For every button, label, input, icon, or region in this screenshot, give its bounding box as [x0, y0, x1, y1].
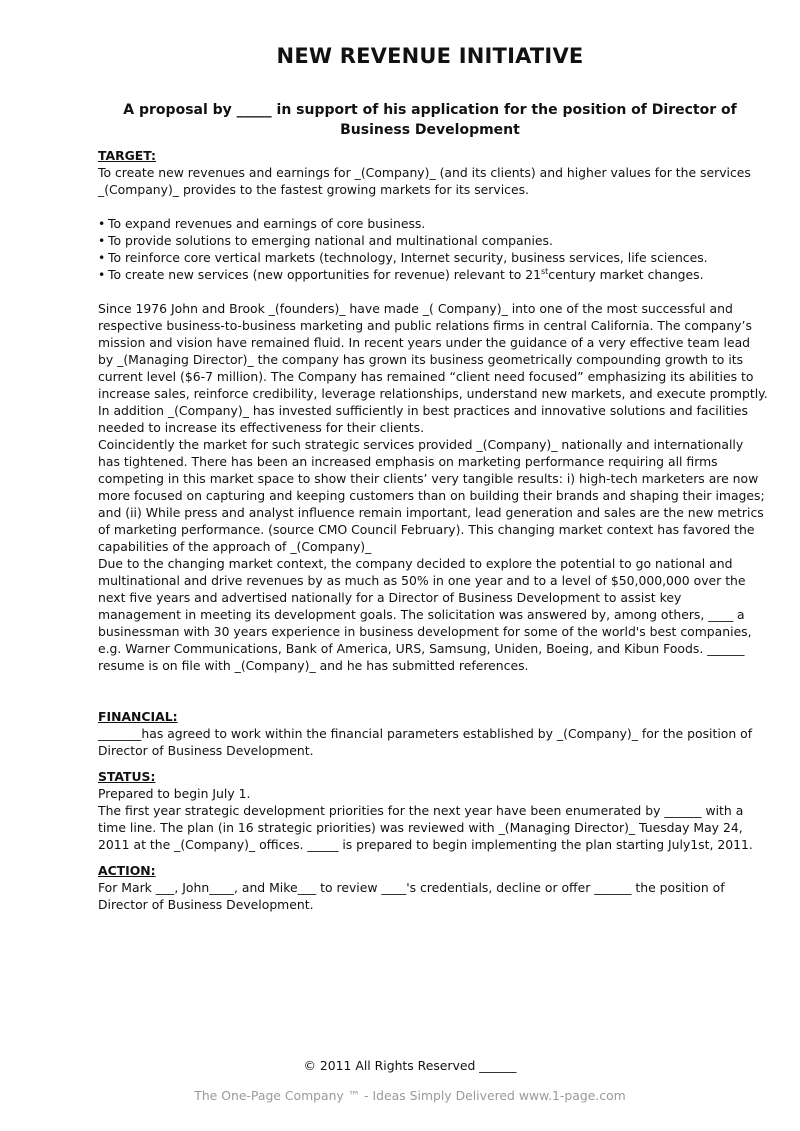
- financial-text: _______has agreed to work within the financial parameters established by _(Company)_ for the position of Director of Business Development.: [98, 726, 753, 758]
- bullet-text-part: century market changes.: [548, 267, 704, 282]
- action-heading: ACTION:: [98, 863, 156, 878]
- bullet-icon: •: [98, 250, 106, 265]
- status-line: The first year strategic development priorities for the next year have been enumerated by ______ with a time line. The plan (in 16 strategic priorities) was reviewed with _(Managing Director)_ Tuesday May 24, 2011 at the _(Company)_ offices. _____ is prepared to begin implementing the plan starting July1st, 2011.: [98, 803, 753, 852]
- bullet-icon: •: [98, 216, 106, 231]
- page-footer: The One-Page Company ™ - Ideas Simply Delivered www.1-page.com: [194, 1088, 626, 1103]
- status-line: Prepared to begin July 1.: [98, 786, 251, 801]
- action-text: For Mark ___, John____, and Mike___ to review ____'s credentials, decline or offer ______ the position of Director of Business Development.: [98, 880, 725, 912]
- status-heading: STATUS:: [98, 769, 156, 784]
- ordinal-superscript: st: [540, 266, 549, 276]
- market-paragraph: Coincidently the market for such strategic services provided _(Company)_ nationally and internationally has tightened. There has been an increased emphasis on marketing performance requiring all firms competing in this market space to show their clients’ very tangible results: i) high-tech marketers are now more focused on capturing and keeping customers than on building their brands and shaping their images; and (ii) While press and analyst influence remain important, lead generation and sales are the new metrics of marketing performance. (source CMO Council February). This changing market context has favored the capabilities of the approach of _(Company)_: [98, 437, 765, 554]
- history-paragraph: Since 1976 John and Brook _(founders)_ have made _( Company)_ into one of the most successful and respective business-to-business marketing and public relations firms in central California. The company’s mission and vision have remained fluid. In recent years under the guidance of a very effective team lead by _(Managing Director)_ the company has grown its business geometrically compounding growth to its current level ($6-7 million). The Company has remained “client need focused” emphasizing its abilities to increase sales, reinforce credibility, leverage relationships, understand new markets, and execute promptly. In addition _(Company)_ has invested sufficiently in best practices and innovative solutions and facilities needed to increase its effectiveness for their clients.: [98, 301, 768, 435]
- bullet-icon: •: [98, 233, 106, 248]
- document-body: [98, 147, 768, 913]
- copyright-notice: © 2011 All Rights Reserved ______: [303, 1058, 517, 1073]
- list-item: [98, 266, 768, 283]
- bullet-text: To reinforce core vertical markets (technology, Internet security, business services, life sciences.: [108, 250, 708, 265]
- target-bullet-list: [98, 215, 768, 283]
- list-item: [98, 249, 768, 266]
- list-item: [98, 215, 768, 232]
- expansion-paragraph: Due to the changing market context, the company decided to explore the potential to go national and multinational and drive revenues by as much as 50% in one year and to a level of $50,000,000 over the next five years and advertised nationally for a Director of Business Development to assist key management in meeting its development goals. The solicitation was answered by, among others, ____ a businessman with 30 years experience in business development for some of the world's best companies, e.g. Warner Communications, Bank of America, URS, Samsung, Uniden, Boeing, and Kibun Foods. ______ resume is on file with _(Company)_ and he has submitted references.: [98, 556, 752, 673]
- bullet-text: [108, 267, 704, 282]
- document-title: NEW REVENUE INITIATIVE: [276, 44, 584, 68]
- bullet-text-part: To create new services (new opportunities for revenue) relevant to 21: [108, 267, 541, 282]
- target-intro: To create new revenues and earnings for _(Company)_ (and its clients) and higher values for the services _(Company)_ provides to the fastest growing markets for its services.: [98, 165, 751, 197]
- bullet-text: To provide solutions to emerging national and multinational companies.: [108, 233, 553, 248]
- target-heading: TARGET:: [98, 148, 156, 163]
- bullet-icon: •: [98, 267, 106, 282]
- bullet-text: To expand revenues and earnings of core business.: [108, 216, 426, 231]
- financial-heading: FINANCIAL:: [98, 709, 178, 724]
- list-item: [98, 232, 768, 249]
- document-subtitle: A proposal by _____ in support of his application for the position of Director of Business Development: [123, 102, 737, 138]
